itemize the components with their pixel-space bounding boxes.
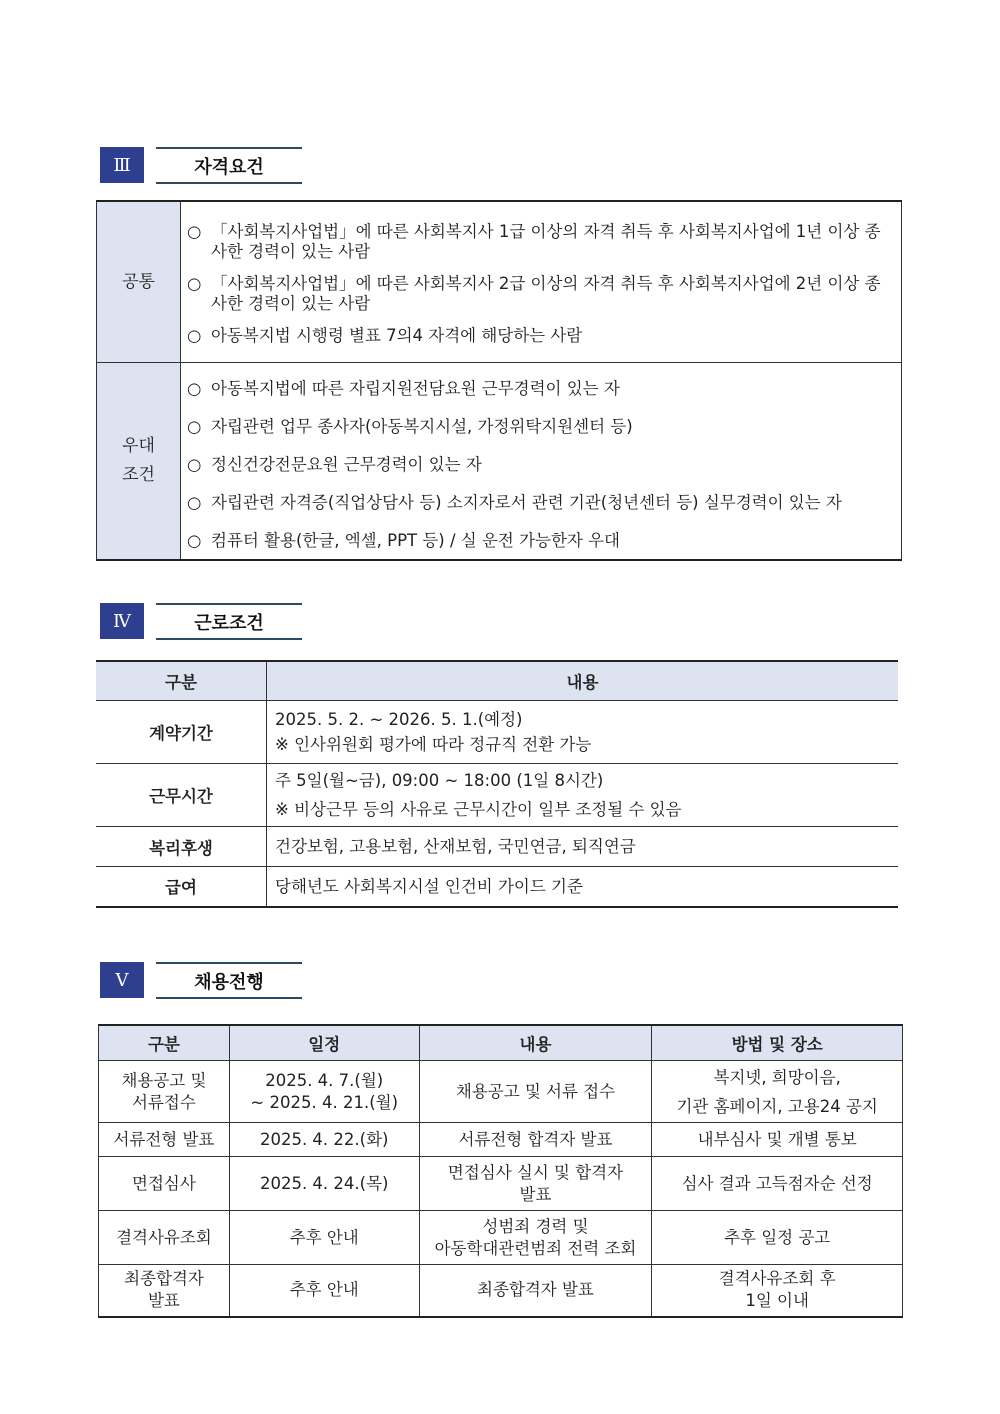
list-item: ○ 정신건강전문요원 근무경력이 있는 자 [187, 455, 482, 474]
table-cell: 심사 결과 고득점자순 선정 [652, 1157, 903, 1211]
section-number: Ⅲ [100, 147, 144, 183]
column-header: 방법 및 장소 [652, 1025, 903, 1061]
table-cell: 내부심사 및 개별 통보 [652, 1123, 903, 1157]
row-key: 복리후생 [96, 827, 267, 867]
table-row [97, 201, 902, 363]
table-row [99, 1061, 903, 1123]
row-value: 당해년도 사회복지시설 인건비 가이드 기준 [267, 867, 899, 907]
table-cell: 면접심사 실시 및 합격자 발표 [419, 1157, 652, 1211]
table-cell: 추후 일정 공고 [652, 1211, 903, 1265]
column-header: 구분 [99, 1025, 230, 1061]
table-cell: 복지넷, 희망이음, 기관 홈페이지, 고용24 공지 [652, 1061, 903, 1123]
table-row [99, 1211, 903, 1265]
table-cell: 결격사유조회 후 1일 이내 [652, 1265, 903, 1317]
row-key: 급여 [96, 867, 267, 907]
hiring-process-table [98, 1024, 903, 1318]
table-row [96, 867, 898, 907]
table-cell: 2025. 4. 22.(화) [229, 1123, 419, 1157]
group-label-text: 공통 [122, 271, 155, 292]
bullet-mark: ○ [187, 531, 202, 550]
table-row [96, 764, 898, 827]
list-item: ○ 「사회복지사업법」에 따른 사회복지사 2급 이상의 자격 취득 후 사회복지사업에 2년 이상 종사한 경력이 있는 사람 [187, 274, 881, 313]
bullet-mark: ○ [187, 379, 202, 398]
section-number: Ⅳ [100, 603, 144, 639]
list-item: ○ 자립관련 업무 종사자(아동복지시설, 가정위탁지원센터 등) [187, 417, 633, 436]
group-label [97, 363, 181, 561]
table-cell: 최종합격자 발표 [419, 1265, 652, 1317]
list-item: ○ 「사회복지사업법」에 따른 사회복지사 1급 이상의 자격 취득 후 사회복지사업에 1년 이상 종사한 경력이 있는 사람 [187, 222, 881, 261]
list-item: ○ 자립관련 자격증(직업상담사 등) 소지자로서 관련 기관(청년센터 등) 실무경력이 있는 자 [187, 493, 842, 512]
table-cell: 서류전형 합격자 발표 [419, 1123, 652, 1157]
bullet-mark: ○ [187, 326, 202, 345]
bullet-mark: ○ [187, 455, 202, 474]
column-header: 일정 [229, 1025, 419, 1061]
bullet-mark: ○ [187, 274, 202, 293]
table-row [96, 701, 898, 764]
table-cell: 면접심사 [99, 1157, 230, 1211]
table-row [99, 1265, 903, 1317]
list-item: ○ 컴퓨터 활용(한글, 엑셀, PPT 등) / 실 운전 가능한자 우대 [187, 531, 620, 550]
group-body [181, 201, 902, 363]
table-row [99, 1123, 903, 1157]
column-header: 구분 [96, 661, 267, 701]
table-header-row [99, 1025, 903, 1061]
table-cell: 추후 안내 [229, 1265, 419, 1317]
table-cell: 서류전형 발표 [99, 1123, 230, 1157]
table-cell: 채용공고 및 서류 접수 [419, 1061, 652, 1123]
row-value: 주 5일(월~금), 09:00 ~ 18:00 (1일 8시간) ※ 비상근무 등의 사유로 근무시간이 일부 조정될 수 있음 [267, 764, 899, 827]
section-title: 채용전행 [156, 962, 302, 999]
row-value: 2025. 5. 2. ~ 2026. 5. 1.(예정) ※ 인사위원회 평가에 따라 정규직 전환 가능 [267, 701, 899, 764]
table-row [99, 1157, 903, 1211]
table-cell: 채용공고 및 서류접수 [99, 1061, 230, 1123]
section-title: 근로조건 [156, 603, 302, 640]
list-item: ○ 아동복지법에 따른 자립지원전담요원 근무경력이 있는 자 [187, 379, 620, 398]
list-item: ○ 아동복지법 시행령 별표 7의4 자격에 해당하는 사람 [187, 326, 583, 345]
table-row [97, 363, 902, 561]
group-label-text: 조건 [122, 465, 155, 485]
section-number: Ⅴ [100, 962, 144, 998]
group-label [97, 201, 181, 363]
bullet-mark: ○ [187, 417, 202, 436]
table-cell: 최종합격자 발표 [99, 1265, 230, 1317]
row-key: 근무시간 [96, 764, 267, 827]
section-title: 자격요건 [156, 147, 302, 184]
group-label-text: 우대 [122, 436, 155, 456]
table-row [96, 827, 898, 867]
bullet-mark: ○ [187, 222, 202, 241]
qualification-table [96, 200, 902, 561]
table-header-row [96, 661, 898, 701]
table-cell: 성범죄 경력 및 아동학대관련범죄 전력 조회 [419, 1211, 652, 1265]
table-cell: 추후 안내 [229, 1211, 419, 1265]
table-cell: 2025. 4. 7.(월) ~ 2025. 4. 21.(월) [229, 1061, 419, 1123]
table-cell: 결격사유조회 [99, 1211, 230, 1265]
row-value: 건강보험, 고용보험, 산재보험, 국민연금, 퇴직연금 [267, 827, 899, 867]
column-header: 내용 [267, 661, 899, 701]
group-body [181, 363, 902, 561]
working-conditions-table [96, 660, 898, 908]
table-cell: 2025. 4. 24.(목) [229, 1157, 419, 1211]
column-header: 내용 [419, 1025, 652, 1061]
row-key: 계약기간 [96, 701, 267, 764]
bullet-mark: ○ [187, 493, 202, 512]
